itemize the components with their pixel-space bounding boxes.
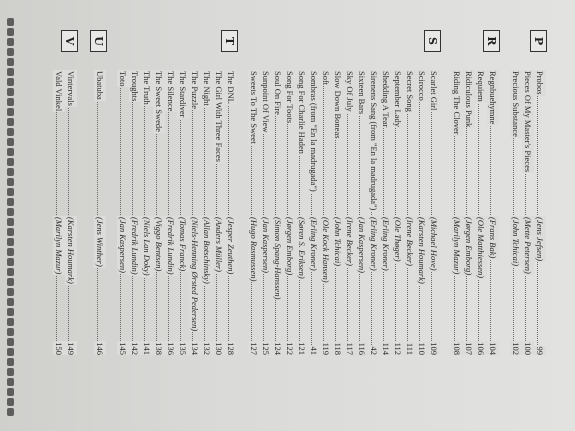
dot-leader [97, 70, 98, 355]
composer: (Jan Kaspersen) [261, 217, 271, 273]
binding-hole [7, 128, 14, 136]
composer: (Frans Bak) [488, 217, 498, 259]
binding-hole [7, 278, 14, 286]
composer: (Niels-Henning Ørsted Pedersen) [190, 217, 200, 332]
composer: (Søren S. Eriksen) [297, 217, 307, 279]
index-entry [428, 70, 440, 355]
index-entry [296, 70, 308, 355]
song-title: Secret Song [405, 71, 415, 112]
section-letter-r: R [483, 30, 500, 52]
index-entry [522, 70, 534, 355]
dot-leader [168, 70, 169, 355]
section-letter-s: S [424, 30, 441, 52]
section-letter-p: P [530, 30, 547, 52]
song-title: Soul On Fire [273, 71, 283, 115]
page-number: 150 [54, 342, 64, 355]
page-number: 100 [523, 342, 533, 355]
page-number: 141 [142, 342, 152, 355]
song-title: Soft [321, 71, 331, 86]
page-number: 99 [535, 346, 545, 355]
index-entry [510, 70, 522, 355]
song-title: Vald Vinkel [54, 71, 64, 112]
song-title: Troughts [130, 71, 140, 102]
binding-hole [7, 188, 14, 196]
composer: (Karsten Houmark) [66, 217, 76, 284]
binding-hole [7, 268, 14, 276]
binding-hole [7, 358, 14, 366]
page-number: 125 [261, 342, 271, 355]
page-number: 42 [369, 346, 379, 355]
song-title: Toto [118, 71, 128, 87]
composer: (Irene Becker) [345, 217, 355, 266]
composer: (Ole Matthiessen) [476, 217, 486, 279]
page-number: 119 [321, 342, 331, 355]
page-number: 112 [393, 342, 403, 355]
page-number: 111 [405, 342, 415, 355]
song-title: Sirenens Sang (from "En la madrugada") [369, 71, 379, 211]
binding-hole [7, 228, 14, 236]
index-entry [153, 70, 165, 355]
composer: (Ole Thøger) [393, 217, 403, 262]
song-title: The Girl With Three Faces [214, 71, 224, 162]
composer: (Michael Hove) [429, 217, 439, 271]
song-title: Scarlet Girl [429, 71, 439, 111]
index-entry [213, 70, 225, 355]
binding-hole [7, 28, 14, 36]
index-entry [320, 70, 332, 355]
page-number: 138 [154, 342, 164, 355]
dot-leader [56, 70, 57, 355]
binding-hole [7, 68, 14, 76]
song-title: The Stardiver [178, 71, 188, 118]
index-entry [53, 70, 65, 355]
dot-leader [228, 70, 229, 355]
dot-leader [347, 70, 348, 355]
binding-hole [7, 198, 14, 206]
composer: (Karsten Houmark) [417, 217, 427, 284]
index-entry [392, 70, 404, 355]
binding-hole [7, 398, 14, 406]
binding-hole [7, 38, 14, 46]
dot-leader [431, 70, 432, 355]
index-entry [308, 70, 320, 355]
song-title: The Sweet Swede [154, 71, 164, 132]
binding-hole [7, 318, 14, 326]
song-title: Sombras (from "En la madrugada") [309, 71, 319, 192]
index-entry [416, 70, 428, 355]
song-title: Slow Down Boneas [333, 71, 343, 139]
song-title: The Silence [166, 71, 176, 112]
binding-hole [7, 368, 14, 376]
song-title: Requiem [476, 71, 486, 102]
page-number: 118 [333, 342, 343, 355]
binding-hole [7, 288, 14, 296]
index-entry [177, 70, 189, 355]
composer: (Irene Becker) [405, 217, 415, 266]
dot-leader [537, 70, 538, 355]
composer: (Jørgen Emborg) [464, 217, 474, 276]
page-number: 108 [452, 342, 462, 355]
composer: (Erling Kroner) [381, 217, 391, 271]
index-entry [260, 70, 272, 355]
index-entry [380, 70, 392, 355]
composer: (Hugo Rasmussen) [249, 217, 259, 282]
page-number: 132 [202, 342, 212, 355]
binding-holes [3, 18, 17, 418]
dot-leader [132, 70, 133, 355]
binding-hole [7, 328, 14, 336]
song-title: Precious Substance [511, 71, 521, 137]
index-entry [225, 70, 237, 355]
page-number: 102 [511, 342, 521, 355]
composer: (Mette Petersen) [523, 217, 533, 274]
song-title: Pieces Of My Master's Pieces [523, 71, 533, 173]
binding-hole [7, 48, 14, 56]
index-entry [117, 70, 129, 355]
song-title: Sweets To The Sweet [249, 71, 259, 144]
song-title: September Lady [393, 71, 403, 127]
binding-hole [7, 98, 14, 106]
page-number: 109 [429, 342, 439, 355]
binding-hole [7, 338, 14, 346]
binding-hole [7, 388, 14, 396]
composer: (John Tchicai) [511, 217, 521, 267]
composer: (Jan Kaspersen) [118, 217, 128, 273]
index-entry [332, 70, 344, 355]
composer: (Jesper Zeuthen) [226, 217, 236, 275]
composer: (Ole Kock Hansen) [321, 217, 331, 283]
index-entry [475, 70, 487, 355]
page-number: 122 [285, 342, 295, 355]
page-number: 127 [249, 342, 259, 355]
page-number: 145 [118, 342, 128, 355]
binding-hole [7, 238, 14, 246]
page-number: 116 [357, 342, 367, 355]
index-entry [534, 70, 546, 355]
binding-hole [7, 378, 14, 386]
composer: (Marilyn Mazur) [452, 217, 462, 275]
index-entry [165, 70, 177, 355]
page-number: 124 [273, 342, 283, 355]
composer: (Tomas Franck) [178, 217, 188, 272]
index-entry [94, 70, 106, 355]
page-number: 117 [345, 342, 355, 355]
composer: (Fredrik Lundin) [130, 217, 140, 275]
song-title: The Truth [142, 71, 152, 105]
composer: (John Tchicai) [333, 217, 343, 267]
binding-hole [7, 308, 14, 316]
song-title: The Night [202, 71, 212, 106]
composer: (Jan Kaspersen) [357, 217, 367, 273]
page-number: 146 [95, 342, 105, 355]
page-number: 130 [214, 342, 224, 355]
song-title: Shedding A Tear [381, 71, 391, 128]
composer: (Jens Jefsen) [535, 217, 545, 262]
composer: (Marilyn Mazur) [54, 217, 64, 275]
dot-leader [68, 70, 69, 355]
page-number: 149 [66, 342, 76, 355]
binding-hole [7, 408, 14, 416]
binding-hole [7, 248, 14, 256]
page-number: 104 [488, 342, 498, 355]
index-entry [65, 70, 77, 355]
index-entry [189, 70, 201, 355]
index-entry [368, 70, 380, 355]
page-number: 142 [130, 342, 140, 355]
section-letter-u: U [90, 30, 107, 52]
binding-hole [7, 168, 14, 176]
page-number: 107 [464, 342, 474, 355]
composer: (Simon Spang-Hanssen) [273, 217, 283, 300]
page-number: 41 [309, 346, 319, 355]
index-entry [129, 70, 141, 355]
page-number: 114 [381, 342, 391, 355]
index-entry [284, 70, 296, 355]
binding-hole [7, 148, 14, 156]
composer: (Niels Lan Doky) [142, 217, 152, 276]
composer: (Jens Winther) [95, 217, 105, 267]
binding-hole [7, 88, 14, 96]
binding-hole [7, 108, 14, 116]
page-number: 134 [190, 342, 200, 355]
song-title: Song For Toots [285, 71, 295, 124]
binding-hole [7, 138, 14, 146]
index-entry [451, 70, 463, 355]
song-title: Ubatuba [95, 71, 105, 100]
index-entry [344, 70, 356, 355]
page-number: 136 [166, 342, 176, 355]
index-entry [463, 70, 475, 355]
index-entry [141, 70, 153, 355]
index-entry [404, 70, 416, 355]
page-number: 106 [476, 342, 486, 355]
composer: (Erling Kroner) [309, 217, 319, 271]
song-title: Ridiculous Punk [464, 71, 474, 128]
song-title: Scirocco [417, 71, 427, 101]
composer: (Jørgen Emborg) [285, 217, 295, 276]
song-title: The Puzzle [190, 71, 200, 109]
song-title: Song For Charlie Haden [297, 71, 307, 154]
song-title: The DNL [226, 71, 236, 104]
index-entry [201, 70, 213, 355]
binding-hole [7, 18, 14, 26]
binding-hole [7, 218, 14, 226]
binding-hole [7, 298, 14, 306]
index-entry [487, 70, 499, 355]
dot-leader [478, 70, 479, 355]
page-number: 121 [297, 342, 307, 355]
dot-leader [419, 70, 420, 355]
composer: (Erling Kroner) [369, 217, 379, 271]
song-title: Probos [535, 71, 545, 95]
song-title: Regnbuehymne [488, 71, 498, 125]
index-entry [356, 70, 368, 355]
composer: (Anders Müller) [214, 217, 224, 273]
section-letter-t: T [221, 30, 238, 52]
composer: (Fredrik Lundin) [166, 217, 176, 275]
binding-hole [7, 118, 14, 126]
song-title: Sky Of July [345, 71, 355, 112]
section-letter-v: V [61, 30, 78, 52]
binding-hole [7, 178, 14, 186]
song-title: Sixteen Bars [357, 71, 367, 115]
composer: (Viggo Bentsen) [154, 217, 164, 272]
binding-hole [7, 348, 14, 356]
dot-leader [120, 70, 121, 355]
dot-leader [204, 70, 205, 355]
page-number: 110 [417, 342, 427, 355]
song-title: Vintervals [66, 71, 76, 106]
page-number: 128 [226, 342, 236, 355]
song-title: Riding The Clover [452, 71, 462, 135]
binding-hole [7, 208, 14, 216]
index-entry [272, 70, 284, 355]
dot-leader [144, 70, 145, 355]
page-number: 135 [178, 342, 188, 355]
binding-hole [7, 158, 14, 166]
binding-hole [7, 58, 14, 66]
index-entry [248, 70, 260, 355]
composer: (Allan Botschinsky) [202, 217, 212, 284]
song-title: Sunpoint Of View [261, 71, 271, 133]
binding-hole [7, 78, 14, 86]
binding-hole [7, 258, 14, 266]
dot-leader [323, 70, 324, 355]
